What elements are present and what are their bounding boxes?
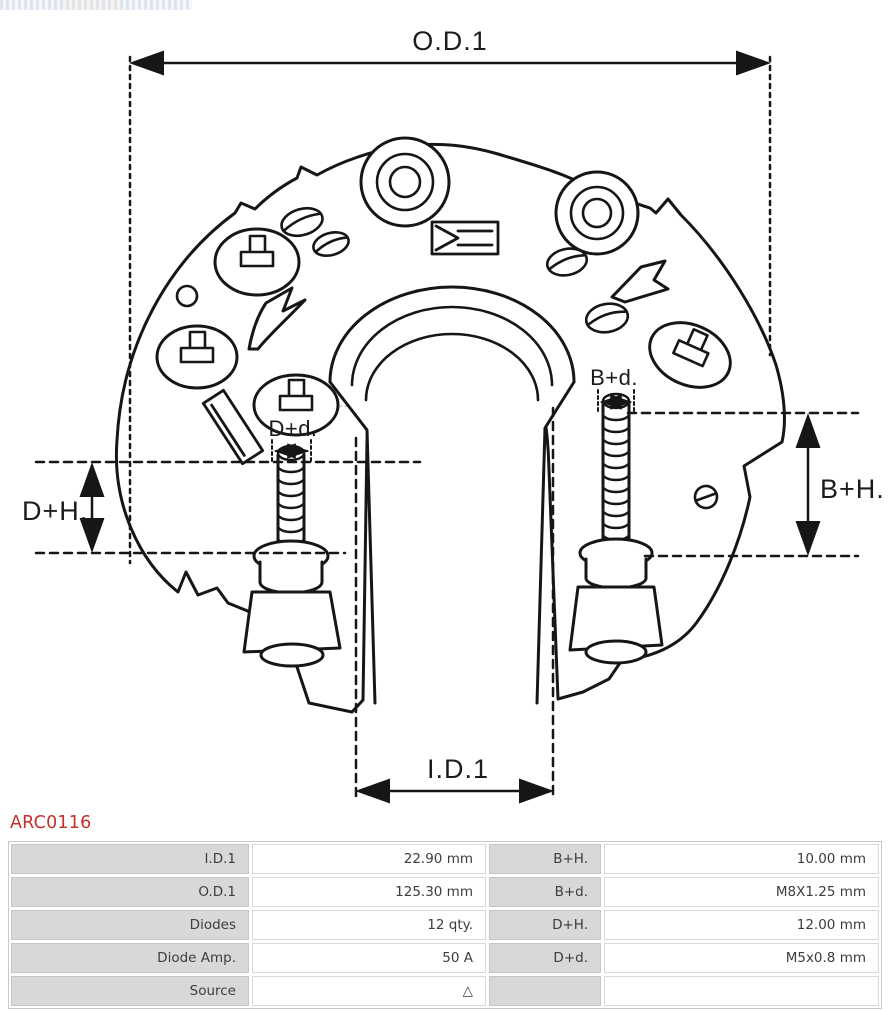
diode-boss xyxy=(157,326,237,388)
spec-value: 125.30 mm xyxy=(252,877,486,907)
rectifier-body xyxy=(116,138,784,712)
spec-value: 10.00 mm xyxy=(604,844,879,874)
spec-label: D+H. xyxy=(489,910,601,940)
bearing-ring-right xyxy=(556,172,638,254)
spec-value: △ xyxy=(252,976,486,1006)
svg-text:I.D.1: I.D.1 xyxy=(426,754,490,784)
terminal-slot xyxy=(432,222,498,254)
spec-value: M8X1.25 mm xyxy=(604,877,879,907)
svg-text:B+d.: B+d. xyxy=(590,365,638,390)
spec-label: Source xyxy=(11,976,249,1006)
svg-text:D+H.: D+H. xyxy=(22,496,89,526)
spec-value: 12.00 mm xyxy=(604,910,879,940)
spec-value: M5x0.8 mm xyxy=(604,943,879,973)
svg-text:O.D.1: O.D.1 xyxy=(412,26,488,56)
spec-value: 50 A xyxy=(252,943,486,973)
spec-label: O.D.1 xyxy=(11,877,249,907)
spec-label: I.D.1 xyxy=(11,844,249,874)
spec-value: 22.90 mm xyxy=(252,844,486,874)
spec-label: D+d. xyxy=(489,943,601,973)
spec-label xyxy=(489,976,601,1006)
part-number: ARC0116 xyxy=(10,813,92,833)
svg-text:D+d.: D+d. xyxy=(268,416,318,441)
spec-value: 12 qty. xyxy=(252,910,486,940)
spec-label: Diodes xyxy=(11,910,249,940)
spec-label: Diode Amp. xyxy=(11,943,249,973)
spec-label: B+H. xyxy=(489,844,601,874)
spec-table xyxy=(8,841,882,1009)
diode-boss xyxy=(215,229,299,295)
spec-value xyxy=(604,976,879,1006)
svg-text:B+H.: B+H. xyxy=(820,474,885,504)
bearing-ring-left xyxy=(361,138,449,226)
spec-label: B+d. xyxy=(489,877,601,907)
